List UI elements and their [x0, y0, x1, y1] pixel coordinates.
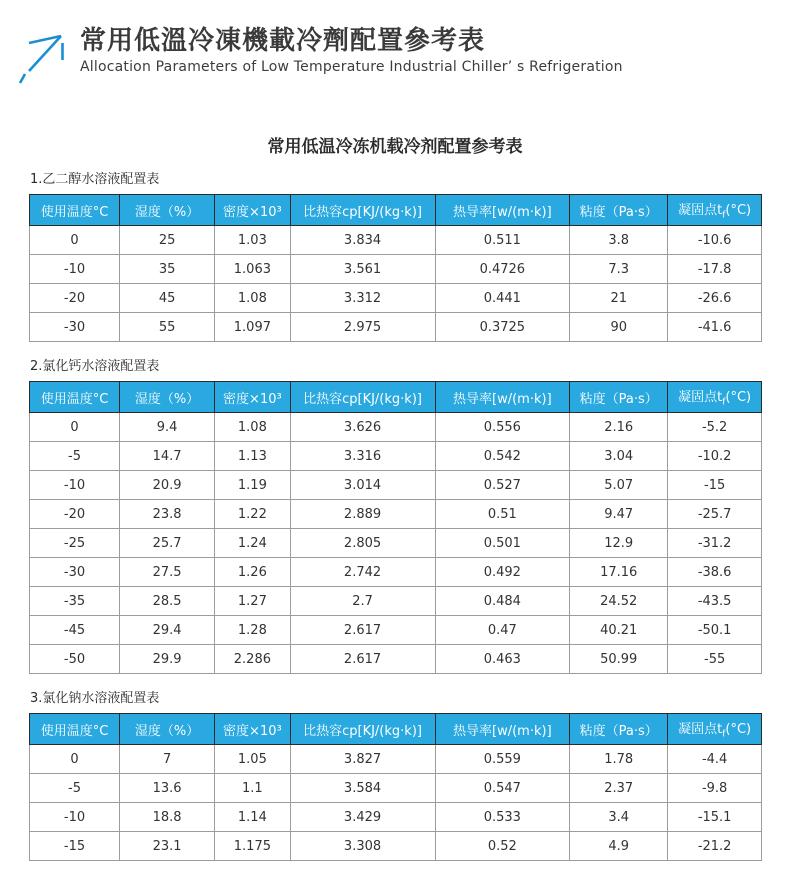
table-row: [30, 284, 762, 313]
table-cell: -55: [668, 645, 762, 674]
table-cell: 18.8: [120, 803, 215, 832]
table-cell: -25: [30, 529, 120, 558]
table-cell: 2.37: [570, 774, 668, 803]
table-cell: 1.1: [215, 774, 290, 803]
table-cell: -35: [30, 587, 120, 616]
table-cell: 28.5: [120, 587, 215, 616]
brand-subtitle: Allocation Parameters of Low Temperature Industrial Chiller’ s Refrigeration: [80, 59, 623, 76]
table-cell: 2.16: [570, 413, 668, 442]
table-cell: 1.03: [215, 226, 290, 255]
arrow-up-right-icon: [16, 26, 68, 84]
table-cell: 2.617: [290, 645, 435, 674]
column-header: 热导率[w/(m·k)]: [435, 382, 570, 413]
table-cell: 1.08: [215, 413, 290, 442]
table-row: [30, 832, 762, 861]
table-cell: 0.47: [435, 616, 570, 645]
table-cell: 1.78: [570, 745, 668, 774]
table-cell: 21: [570, 284, 668, 313]
section-label-1: 1.乙二醇水溶液配置表: [30, 172, 160, 187]
header-row: [30, 382, 762, 413]
table-cell: 0: [30, 226, 120, 255]
table-cell: 9.4: [120, 413, 215, 442]
table-cell: 0.511: [435, 226, 570, 255]
table-cell: -4.4: [668, 745, 762, 774]
table-row: [30, 500, 762, 529]
table-row: [30, 226, 762, 255]
table-cell: 3.429: [290, 803, 435, 832]
table-cell: -10.6: [668, 226, 762, 255]
table-cell: 0.542: [435, 442, 570, 471]
table-cell: 25: [120, 226, 215, 255]
table-cell: -26.6: [668, 284, 762, 313]
table-cell: 0.484: [435, 587, 570, 616]
table-row: [30, 313, 762, 342]
table-cell: -10: [30, 471, 120, 500]
column-header: 凝固点$t_f(^\circ C)$: [668, 714, 762, 745]
table-cell: 1.063: [215, 255, 290, 284]
column-header: 使用温度°C: [30, 714, 120, 745]
table-cell: 1.24: [215, 529, 290, 558]
table-cell: 3.316: [290, 442, 435, 471]
column-header: 湿度（%）: [120, 382, 215, 413]
header-row: [30, 195, 762, 226]
table-cell: -17.8: [668, 255, 762, 284]
table-row: [30, 442, 762, 471]
table-cell: -5.2: [668, 413, 762, 442]
column-header: 使用温度°C: [30, 382, 120, 413]
table-cell: -25.7: [668, 500, 762, 529]
table-cell: 5.07: [570, 471, 668, 500]
table-cell: 3.827: [290, 745, 435, 774]
table-cell: 50.99: [570, 645, 668, 674]
section-label-2: 2.氯化钙水溶液配置表: [30, 359, 160, 374]
table-cell: -20: [30, 500, 120, 529]
table-cell: 0: [30, 745, 120, 774]
table-cell: 1.28: [215, 616, 290, 645]
table-cell: 2.617: [290, 616, 435, 645]
table-cell: 0.492: [435, 558, 570, 587]
section-calcium-chloride: [0, 355, 790, 674]
table-cell: 3.8: [570, 226, 668, 255]
table-cell: 3.04: [570, 442, 668, 471]
table-cell: 2.889: [290, 500, 435, 529]
table-row: [30, 616, 762, 645]
column-header: 密度×10³: [215, 195, 290, 226]
table-cell: 55: [120, 313, 215, 342]
table-cell: 40.21: [570, 616, 668, 645]
table-row: [30, 587, 762, 616]
table-cell: 3.584: [290, 774, 435, 803]
table-cell: -30: [30, 313, 120, 342]
table-cell: -10: [30, 803, 120, 832]
table-cell: 13.6: [120, 774, 215, 803]
table-cell: 3.834: [290, 226, 435, 255]
column-header: 湿度（%）: [120, 195, 215, 226]
table-cell: 7: [120, 745, 215, 774]
table-cell: 1.05: [215, 745, 290, 774]
table-cell: -15.1: [668, 803, 762, 832]
table-cell: 1.19: [215, 471, 290, 500]
table-cell: 23.1: [120, 832, 215, 861]
section-ethylene-glycol: [0, 168, 790, 342]
table-cell: -10: [30, 255, 120, 284]
header-row: [30, 714, 762, 745]
table-cell: -30: [30, 558, 120, 587]
table-cell: 35: [120, 255, 215, 284]
table-cell: 0.52: [435, 832, 570, 861]
table-cell: 1.175: [215, 832, 290, 861]
table-cell: 2.805: [290, 529, 435, 558]
table-cell: 0.463: [435, 645, 570, 674]
column-header: 凝固点$t_f(^\circ C)$: [668, 195, 762, 226]
table-cell: 24.52: [570, 587, 668, 616]
table-cell: 3.308: [290, 832, 435, 861]
table-cell: 0.3725: [435, 313, 570, 342]
table-cell: 0.51: [435, 500, 570, 529]
table-cell: -50.1: [668, 616, 762, 645]
table-cell: -20: [30, 284, 120, 313]
table-cell: 1.27: [215, 587, 290, 616]
table-row: [30, 745, 762, 774]
table-cell: -41.6: [668, 313, 762, 342]
brand-header: [0, 0, 790, 84]
table-cell: 4.9: [570, 832, 668, 861]
table-cell: 0.441: [435, 284, 570, 313]
table-cell: 0: [30, 413, 120, 442]
table-cell: -15: [668, 471, 762, 500]
table-cell: 1.26: [215, 558, 290, 587]
page-title: 常用低温冷冻机载冷剂配置参考表: [267, 137, 523, 157]
table-cell: 12.9: [570, 529, 668, 558]
column-header: 比热容cp[KJ/(kg·k)]: [290, 714, 435, 745]
table-row: [30, 558, 762, 587]
table-cell: -10.2: [668, 442, 762, 471]
table-cell: 45: [120, 284, 215, 313]
table-cell: 20.9: [120, 471, 215, 500]
table-row: [30, 645, 762, 674]
column-header: 粘度（Pa·s）: [570, 195, 668, 226]
table-cell: 1.22: [215, 500, 290, 529]
brand-title: 常用低溫冷凍機載冷劑配置參考表: [80, 26, 486, 56]
ethylene-glycol-table: [29, 194, 762, 342]
table-cell: 90: [570, 313, 668, 342]
table-cell: 7.3: [570, 255, 668, 284]
column-header: 密度×10³: [215, 714, 290, 745]
sodium-chloride-table: [29, 713, 762, 861]
table-cell: 3.312: [290, 284, 435, 313]
table-cell: 0.533: [435, 803, 570, 832]
table-row: [30, 803, 762, 832]
column-header: 比热容cp[KJ/(kg·k)]: [290, 382, 435, 413]
table-cell: 0.4726: [435, 255, 570, 284]
table-cell: -31.2: [668, 529, 762, 558]
table-cell: 25.7: [120, 529, 215, 558]
calcium-chloride-table: [29, 381, 762, 674]
section-sodium-chloride: [0, 687, 790, 861]
table-cell: 2.7: [290, 587, 435, 616]
table-cell: 0.559: [435, 745, 570, 774]
column-header: 粘度（Pa·s）: [570, 382, 668, 413]
table-cell: -5: [30, 774, 120, 803]
column-header: 使用温度°C: [30, 195, 120, 226]
table-cell: -15: [30, 832, 120, 861]
column-header: 热导率[w/(m·k)]: [435, 714, 570, 745]
table-cell: -50: [30, 645, 120, 674]
table-cell: 0.527: [435, 471, 570, 500]
table-cell: 0.547: [435, 774, 570, 803]
table-cell: 0.501: [435, 529, 570, 558]
table-cell: 0.556: [435, 413, 570, 442]
table-row: [30, 774, 762, 803]
table-cell: 14.7: [120, 442, 215, 471]
table-cell: 3.626: [290, 413, 435, 442]
table-cell: 3.4: [570, 803, 668, 832]
table-row: [30, 413, 762, 442]
table-cell: -5: [30, 442, 120, 471]
table-cell: -45: [30, 616, 120, 645]
brand-text: [80, 26, 623, 75]
table-row: [30, 471, 762, 500]
table-cell: 1.13: [215, 442, 290, 471]
table-cell: 2.742: [290, 558, 435, 587]
section-label-3: 3.氯化钠水溶液配置表: [30, 691, 160, 706]
table-cell: 1.14: [215, 803, 290, 832]
table-cell: 29.9: [120, 645, 215, 674]
table-row: [30, 255, 762, 284]
table-cell: 2.975: [290, 313, 435, 342]
table-cell: 23.8: [120, 500, 215, 529]
column-header: 比热容cp[KJ/(kg·k)]: [290, 195, 435, 226]
table-cell: -21.2: [668, 832, 762, 861]
table-cell: 2.286: [215, 645, 290, 674]
table-cell: 3.014: [290, 471, 435, 500]
column-header: 湿度（%）: [120, 714, 215, 745]
column-header: 粘度（Pa·s）: [570, 714, 668, 745]
column-header: 密度×10³: [215, 382, 290, 413]
table-cell: -38.6: [668, 558, 762, 587]
table-cell: -9.8: [668, 774, 762, 803]
table-cell: 9.47: [570, 500, 668, 529]
table-row: [30, 529, 762, 558]
table-cell: 1.097: [215, 313, 290, 342]
table-cell: 17.16: [570, 558, 668, 587]
table-cell: 1.08: [215, 284, 290, 313]
column-header: 热导率[w/(m·k)]: [435, 195, 570, 226]
table-cell: 3.561: [290, 255, 435, 284]
table-cell: 27.5: [120, 558, 215, 587]
table-cell: 29.4: [120, 616, 215, 645]
table-cell: -43.5: [668, 587, 762, 616]
column-header: 凝固点$t_f(^\circ C)$: [668, 382, 762, 413]
